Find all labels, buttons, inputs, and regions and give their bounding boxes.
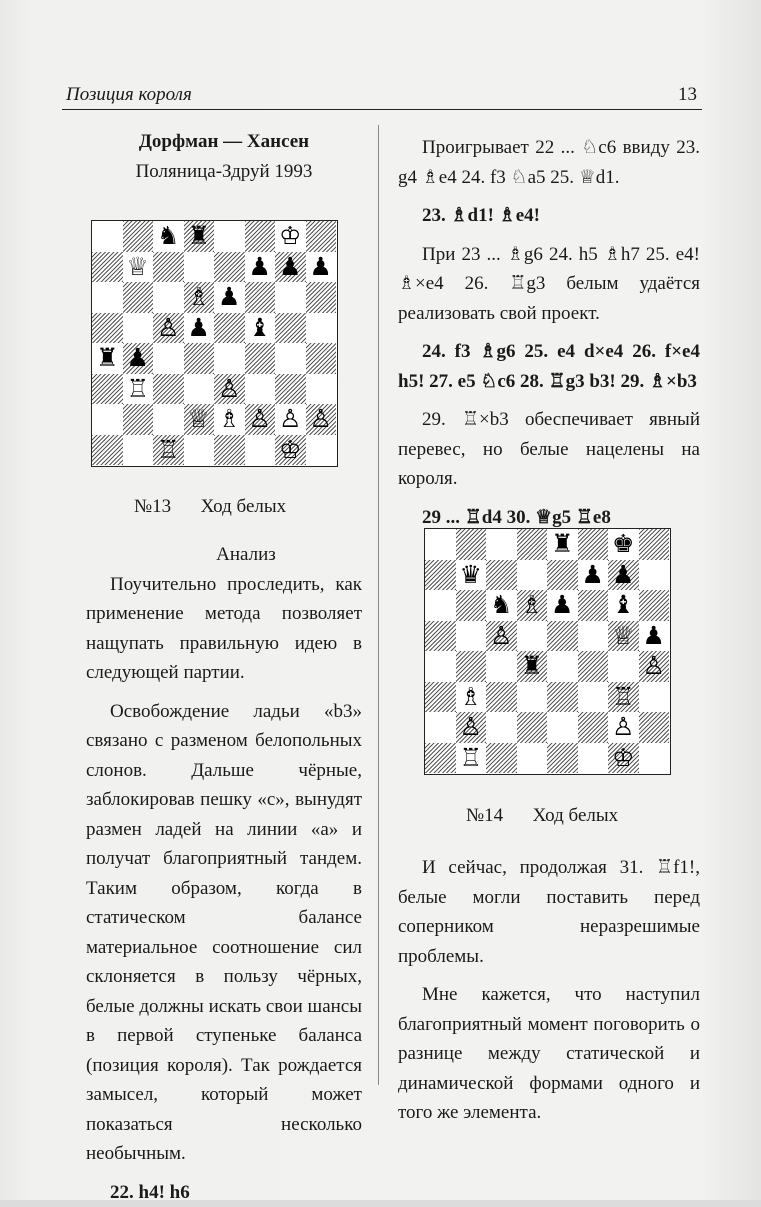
right-moves-1: 23. ♗d1! ♗e4! (398, 201, 700, 231)
board-square-e2 (547, 712, 578, 743)
chess-piece-b7: ♕ (123, 252, 154, 283)
board-square-f3 (578, 682, 609, 713)
chess-piece-e3: ♙ (214, 374, 245, 405)
chess-piece-g7: ♟ (275, 252, 306, 283)
board-square-g6 (275, 282, 306, 313)
chess-piece-g2: ♙ (608, 712, 639, 743)
chess-piece-d8: ♜ (184, 221, 215, 252)
board-square-g4 (275, 343, 306, 374)
board-square-d4 (184, 343, 215, 374)
board-square-h8 (639, 529, 670, 560)
game-title: Дорфман — Хансен (86, 127, 362, 157)
board-square-f1 (578, 743, 609, 774)
header-divider (62, 109, 702, 110)
chess-piece-e8: ♜ (547, 529, 578, 560)
board-square-e1 (547, 743, 578, 774)
board-square-b4 (456, 651, 487, 682)
board-square-h2 (639, 712, 670, 743)
board-square-d3 (517, 682, 548, 713)
chess-piece-g8: ♔ (275, 221, 306, 252)
chess-piece-g1: ♔ (608, 743, 639, 774)
chess-piece-g3: ♖ (608, 682, 639, 713)
diagram-13-number: №13 (134, 496, 171, 517)
chess-piece-b3: ♗ (456, 682, 487, 713)
board-square-c7 (153, 252, 184, 283)
board-square-f3 (245, 374, 276, 405)
board-square-e3 (547, 682, 578, 713)
right-paragraph-1: Проигрывает 22 ... ♘c6 ввиду 23. g4 ♗e4 24. f3 ♘a5 25. ♕d1. (398, 133, 700, 192)
chess-piece-c8: ♞ (153, 221, 184, 252)
board-square-a3 (425, 682, 456, 713)
board-square-h1 (306, 435, 337, 466)
chess-piece-g6: ♝ (608, 590, 639, 621)
diagram-14-caption (466, 805, 618, 827)
board-square-d3 (184, 374, 215, 405)
board-square-h5 (306, 313, 337, 344)
board-square-e4 (214, 343, 245, 374)
board-square-a2 (92, 404, 123, 435)
board-square-c4 (153, 343, 184, 374)
right-column (398, 133, 700, 532)
board-square-a3 (92, 374, 123, 405)
left-moves-end: 22. h4! h6 (86, 1178, 362, 1207)
chess-piece-g2: ♙ (275, 404, 306, 435)
board-square-f8 (245, 221, 276, 252)
board-square-c2 (153, 404, 184, 435)
board-square-c4 (486, 651, 517, 682)
board-square-d2 (517, 712, 548, 743)
board-square-c2 (486, 712, 517, 743)
board-square-f2 (578, 712, 609, 743)
board-square-c3 (486, 682, 517, 713)
board-square-a8 (425, 529, 456, 560)
chess-piece-h4: ♙ (639, 651, 670, 682)
board-square-h6 (306, 282, 337, 313)
board-square-a1 (425, 743, 456, 774)
diagram-14-number: №14 (466, 805, 503, 826)
board-square-b5 (456, 621, 487, 652)
left-paragraph-2: Освобождение ладьи «b3» связано с разменом белопольных слонов. Дальше чёрные, заблокировав пешку «с», вынудят размен ладей на линии «а» и получат благоприятный тандем. Таким образом, когда в статическом балансе материальное соотношение сил склоняется в пользу чёрных, белые должны искать свои шансы в первой ступеньке баланса (позиция короля). Так рождается замысел, который может показаться несколько необычным. (86, 697, 362, 1169)
chess-piece-d6: ♗ (184, 282, 215, 313)
board-square-e5 (547, 621, 578, 652)
right-moves-3: 29 ... ♖d4 30. ♕g5 ♖e8 (398, 503, 700, 533)
column-divider (378, 125, 379, 1085)
chess-piece-c5: ♙ (153, 313, 184, 344)
board-square-e8 (214, 221, 245, 252)
chess-piece-e6: ♟ (214, 282, 245, 313)
board-square-c1 (486, 743, 517, 774)
chess-piece-h5: ♟ (639, 621, 670, 652)
board-square-a1 (92, 435, 123, 466)
left-column-body (86, 540, 362, 1207)
chess-piece-g7: ♟ (608, 560, 639, 591)
board-square-f4 (245, 343, 276, 374)
right-paragraph-2: При 23 ... ♗g6 24. h5 ♗h7 25. e4! ♗×e4 26. ♖g3 белым удаётся реализовать свой проект. (398, 240, 700, 329)
board-square-d1 (184, 435, 215, 466)
chess-piece-h2: ♙ (306, 404, 337, 435)
board-square-h1 (639, 743, 670, 774)
board-square-a7 (425, 560, 456, 591)
diagram-13-caption (134, 496, 286, 518)
board-square-e5 (214, 313, 245, 344)
board-square-g3 (275, 374, 306, 405)
board-square-f8 (578, 529, 609, 560)
board-square-b8 (456, 529, 487, 560)
board-square-b2 (123, 404, 154, 435)
chess-piece-b3: ♖ (123, 374, 154, 405)
board-square-a2 (425, 712, 456, 743)
chess-piece-g8: ♚ (608, 529, 639, 560)
board-square-f4 (578, 651, 609, 682)
chess-piece-e6: ♟ (547, 590, 578, 621)
board-square-a5 (425, 621, 456, 652)
chess-piece-b1: ♖ (456, 743, 487, 774)
chess-diagram-14 (424, 528, 671, 775)
right-paragraph-5: Мне кажется, что наступил благоприятный момент поговорить о разнице между статической и динамической формами одного и того же элемента. (398, 980, 700, 1128)
right-paragraph-3: 29. ♖×b3 обеспечивает явный перевес, но белые нацелены на короля. (398, 405, 700, 494)
chess-piece-h7: ♟ (306, 252, 337, 283)
board-square-c6 (153, 282, 184, 313)
chess-piece-d5: ♟ (184, 313, 215, 344)
board-square-d1 (517, 743, 548, 774)
chess-piece-g1: ♔ (275, 435, 306, 466)
board-square-f5 (578, 621, 609, 652)
board-square-b1 (123, 435, 154, 466)
board-square-e7 (547, 560, 578, 591)
chess-piece-c1: ♖ (153, 435, 184, 466)
board-square-f6 (578, 590, 609, 621)
board-square-a8 (92, 221, 123, 252)
board-square-h4 (306, 343, 337, 374)
board-square-d7 (517, 560, 548, 591)
board-square-c3 (153, 374, 184, 405)
board-square-b6 (456, 590, 487, 621)
chess-piece-e2: ♗ (214, 404, 245, 435)
chess-piece-a4: ♜ (92, 343, 123, 374)
chess-piece-f5: ♝ (245, 313, 276, 344)
chess-piece-d4: ♜ (517, 651, 548, 682)
board-square-e4 (547, 651, 578, 682)
board-square-d7 (184, 252, 215, 283)
left-column (86, 127, 362, 187)
board-square-f1 (245, 435, 276, 466)
chess-piece-b2: ♙ (456, 712, 487, 743)
board-square-d8 (517, 529, 548, 560)
chess-piece-b4: ♟ (123, 343, 154, 374)
board-square-a6 (425, 590, 456, 621)
chess-piece-f7: ♟ (245, 252, 276, 283)
board-square-b5 (123, 313, 154, 344)
board-square-g5 (275, 313, 306, 344)
board-square-h3 (306, 374, 337, 405)
right-paragraph-4: И сейчас, продолжая 31. ♖f1!, белые могли поставить перед соперником неразрешимые проблемы. (398, 853, 700, 971)
chess-piece-f7: ♟ (578, 560, 609, 591)
chess-piece-c6: ♞ (486, 590, 517, 621)
chess-piece-f2: ♙ (245, 404, 276, 435)
chess-piece-g5: ♕ (608, 621, 639, 652)
chess-diagram-13 (91, 220, 338, 467)
board-square-e7 (214, 252, 245, 283)
board-square-b8 (123, 221, 154, 252)
right-moves-2: 24. f3 ♗g6 25. e4 d×e4 26. f×e4 h5! 27. e5 ♘c6 28. ♖g3 b3! 29. ♗×b3 (398, 337, 700, 396)
board-square-d5 (517, 621, 548, 652)
right-column-lower (398, 853, 700, 1128)
chess-piece-d6: ♗ (517, 590, 548, 621)
board-square-a5 (92, 313, 123, 344)
board-square-h7 (639, 560, 670, 591)
board-square-h8 (306, 221, 337, 252)
board-square-e1 (214, 435, 245, 466)
chess-piece-b7: ♛ (456, 560, 487, 591)
board-square-h3 (639, 682, 670, 713)
left-paragraph-1: Поучительно проследить, как применение метода позволяет нащупать правильную идею в следующей партии. (86, 570, 362, 688)
board-square-c8 (486, 529, 517, 560)
board-square-f6 (245, 282, 276, 313)
board-square-a6 (92, 282, 123, 313)
page-number: 13 (678, 84, 697, 106)
diagram-13-side-to-move: Ход белых (201, 496, 287, 517)
running-head-title: Позиция короля (66, 84, 192, 106)
board-square-a4 (425, 651, 456, 682)
board-square-g4 (608, 651, 639, 682)
diagram-14-side-to-move: Ход белых (533, 805, 619, 826)
analysis-heading: Анализ (86, 540, 362, 570)
board-square-c7 (486, 560, 517, 591)
chess-piece-c5: ♙ (486, 621, 517, 652)
board-square-a7 (92, 252, 123, 283)
board-square-h6 (639, 590, 670, 621)
game-place: Поляница-Здруй 1993 (86, 157, 362, 187)
board-square-b6 (123, 282, 154, 313)
chess-piece-d2: ♕ (184, 404, 215, 435)
